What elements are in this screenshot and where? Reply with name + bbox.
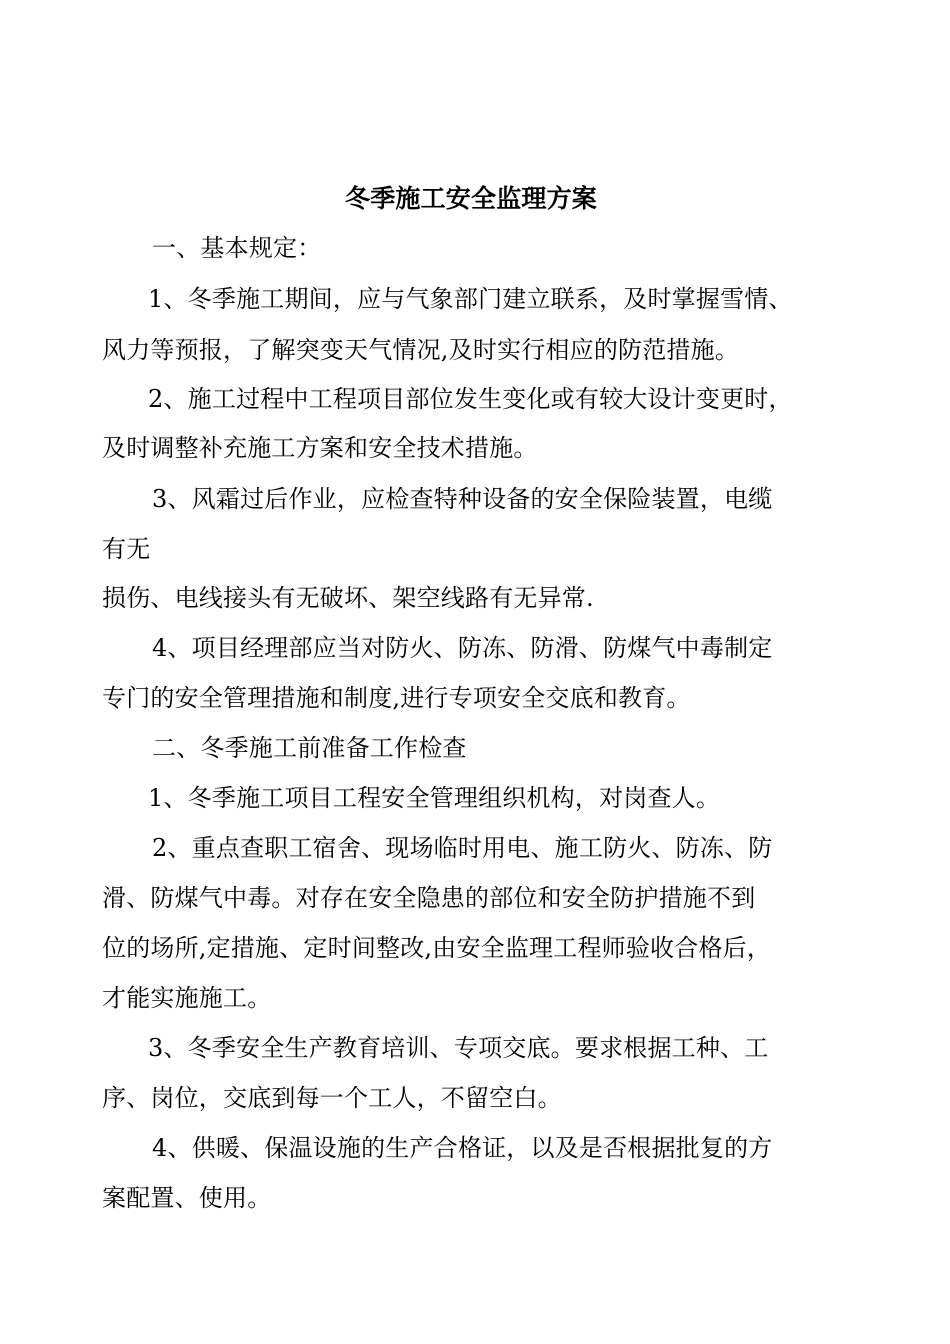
paragraph-line: 有无 — [102, 535, 151, 563]
paragraph-line: 位的场所,定措施、定时间整改,由安全监理工程师验收合格后， — [102, 934, 772, 962]
paragraph-line: 损伤、电线接头有无破坏、架空线路有无异常. — [102, 584, 594, 612]
paragraph-line: 2、施工过程中工程项目部位发生变化或有较大设计变更时， — [148, 385, 793, 413]
paragraph-line: 风力等预报，了解突变天气情况,及时实行相应的防范措施。 — [102, 336, 740, 364]
paragraph-line: 案配置、使用。 — [102, 1184, 272, 1212]
section-heading-pre-winter-check: 二、冬季施工前准备工作检查 — [152, 734, 467, 762]
paragraph-line: 专门的安全管理措施和制度,进行专项安全交底和教育。 — [102, 684, 691, 712]
paragraph-line: 3、冬季安全生产教育培训、专项交底。要求根据工种、工 — [148, 1034, 769, 1062]
document-title: 冬季施工安全监理方案 — [345, 184, 598, 213]
paragraph-line: 3、风霜过后作业，应检查特种设备的安全保险装置，电缆 — [152, 485, 773, 513]
paragraph-line: 序、岗位，交底到每一个工人，不留空白。 — [102, 1084, 562, 1112]
paragraph-line: 滑、防煤气中毒。对存在安全隐患的部位和安全防护措施不到 — [102, 884, 756, 912]
paragraph-line: 才能实施施工。 — [102, 984, 272, 1012]
paragraph-line: 1、冬季施工项目工程安全管理组织机构，对岗查人。 — [148, 784, 721, 812]
paragraph-line: 1、冬季施工期间，应与气象部门建立联系，及时掌握雪情、 — [148, 285, 793, 313]
paragraph-line: 及时调整补充施工方案和安全技术措施。 — [102, 434, 538, 462]
section-heading-basic-rules: 一、基本规定： — [152, 234, 322, 262]
paragraph-line: 4、项目经理部应当对防火、防冻、防滑、防煤气中毒制定 — [152, 634, 773, 662]
paragraph-line: 4、供暖、保温设施的生产合格证，以及是否根据批复的方 — [152, 1134, 773, 1162]
paragraph-line: 2、重点查职工宿舍、现场临时用电、施工防火、防冻、防 — [152, 834, 773, 862]
